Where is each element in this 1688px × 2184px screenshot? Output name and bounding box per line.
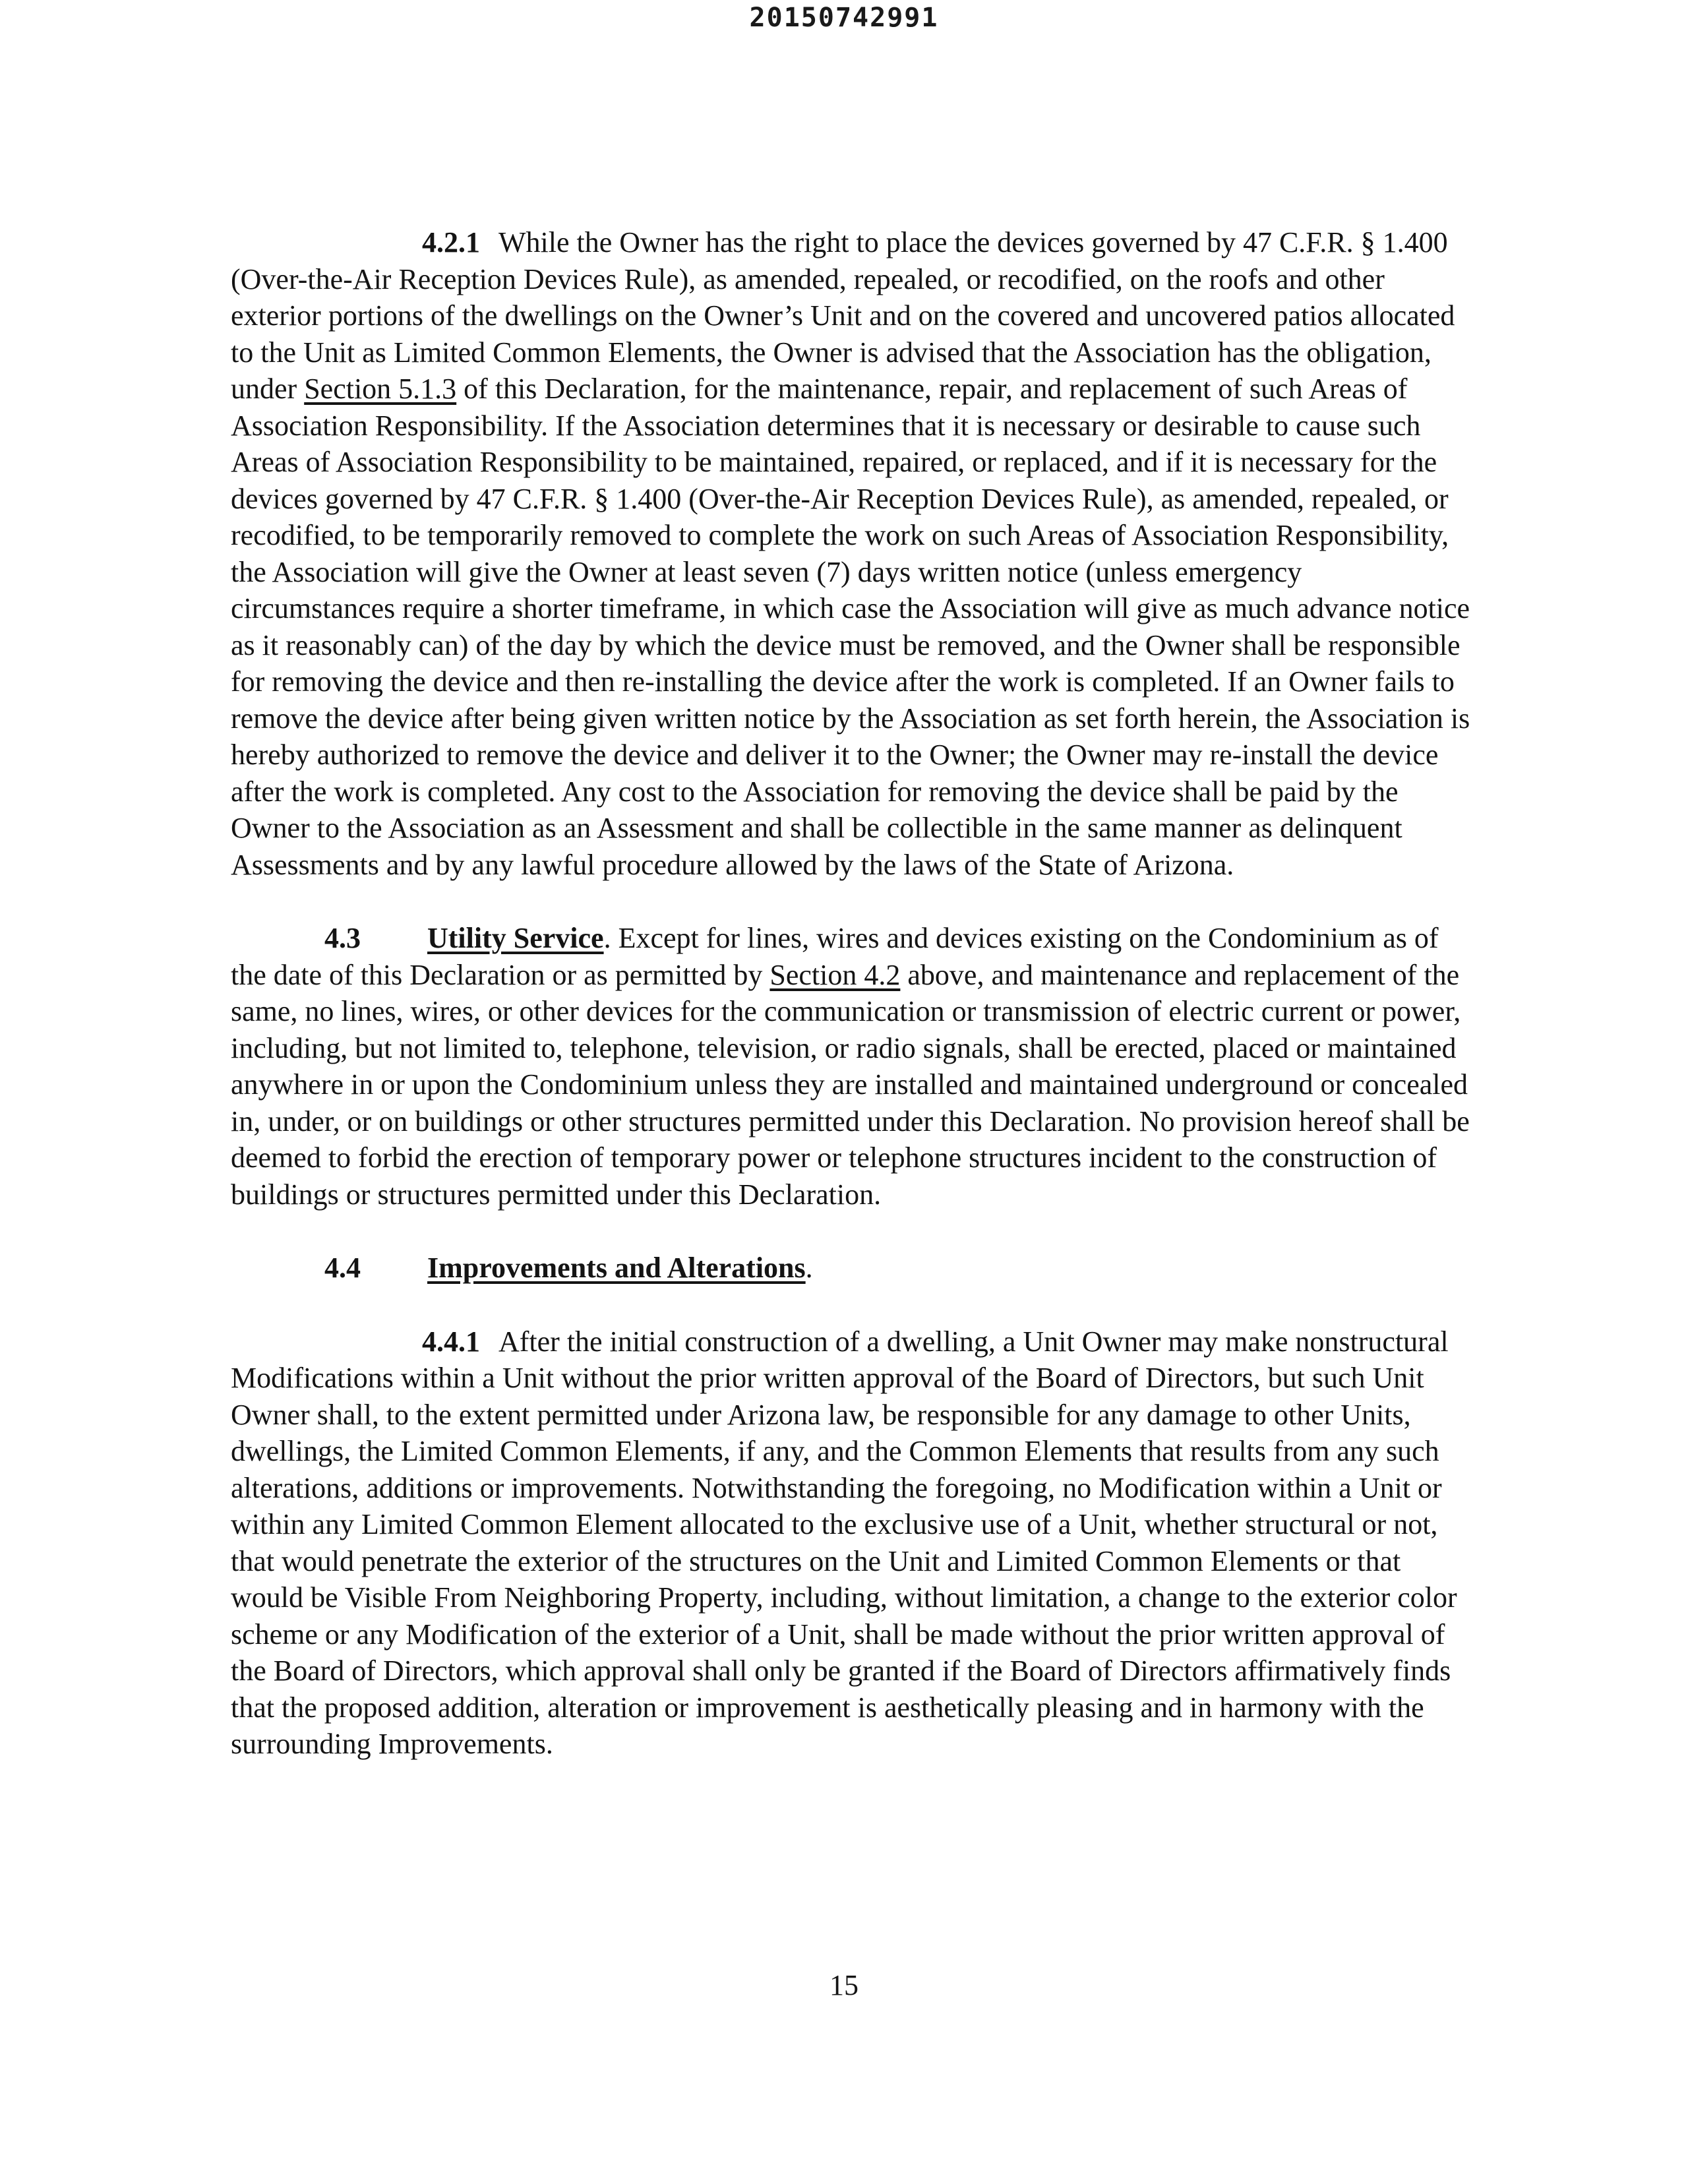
section-text: . Except for lines, wires and devices existing on the Condominium as of the date of this Declaration or as permitted by [231, 922, 1439, 991]
section-4-3 [231, 920, 1470, 1213]
section-title: Utility Service [427, 922, 604, 954]
page-body [231, 224, 1470, 1763]
section-number: 4.4.1 [422, 1325, 480, 1358]
section-title-suffix: . [805, 1252, 813, 1284]
section-4-4-heading [231, 1250, 1470, 1287]
section-text: of this Declaration, for the maintenance, repair, and replacement of such Areas of Association Responsibility. If the Association determines that it is necessary or desirable to cause such Areas of Association Responsibility to be maintained, repaired, or replaced, and if it is necessary for the devices governed by 47 C.F.R. § 1.400 (Over-the-Air Reception Devices Rule), as amended, repealed, or recodified, to be temporarily removed to complete the work on such Areas of Association Responsibility, the Association will give the Owner at least seven (7) days written notice (unless emergency circumstances require a shorter timeframe, in which case the Association will give as much advance notice as it reasonably can) of the day by which the device must be removed, and the Owner shall be responsible for removing the device and then re-installing the device after the work is completed. If an Owner fails to remove the device after being given written notice by the Association as set forth herein, the Association is hereby authorized to remove the device and deliver it to the Owner; the Owner may re-install the device after the work is completed. Any cost to the Association for removing the device shall be paid by the Owner to the Association as an Assessment and shall be collectible in the same manner as delinquent Assessments and by any lawful procedure allowed by the laws of the State of Arizona. [231, 373, 1470, 881]
section-reference-link[interactable]: Section 4.2 [769, 958, 901, 991]
section-text: While the Owner has the right to place the devices governed by 47 C.F.R. § 1.400 (Over-the-Air Reception Devices Rule), as amended, repealed, or recodified, on the roofs and other exterior portions of the dwellings on the Owner’s Unit and on the covered and uncovered patios allocated to the Unit as Limited Common Elements, the Owner is advised that the Association has the obligation, under [231, 226, 1455, 405]
section-number: 4.4 [324, 1252, 361, 1284]
section-4-2-1 [231, 224, 1470, 883]
section-title: Improvements and Alterations [427, 1252, 806, 1284]
document-number: 20150742991 [749, 3, 939, 33]
page-number: 15 [829, 1969, 859, 2001]
section-reference-link[interactable]: Section 5.1.3 [304, 373, 457, 405]
section-text: After the initial construction of a dwelling, a Unit Owner may make nonstructural Modifications within a Unit without the prior written approval of the Board of Directors, but such Unit Owner shall, to the extent permitted under Arizona law, be responsible for any damage to other Units, dwellings, the Limited Common Elements, if any, and the Common Elements that results from any such alterations, additions or improvements. Notwithstanding the foregoing, no Modification within a Unit or within any Limited Common Element allocated to the exclusive use of a Unit, whether structural or not, that would penetrate the exterior of the structures on the Unit and Limited Common Elements or that would be Visible From Neighboring Property, including, without limitation, a change to the exterior color scheme or any Modification of the exterior of a Unit, shall be made without the prior written approval of the Board of Directors, which approval shall only be granted if the Board of Directors affirmatively finds that the proposed addition, alteration or improvement is aesthetically pleasing and in harmony with the surrounding Improvements. [231, 1325, 1457, 1760]
section-text: above, and maintenance and replacement of the same, no lines, wires, or other devices for the communication or transmission of electric current or power, including, but not limited to, telephone, television, or radio signals, shall be erected, placed or maintained anywhere in or upon the Condominium unless they are installed and maintained underground or concealed in, under, or on buildings or other structures permitted under this Declaration. No provision hereof shall be deemed to forbid the erection of temporary power or telephone structures incident to the construction of buildings or structures permitted under this Declaration. [231, 958, 1470, 1211]
section-number: 4.2.1 [422, 226, 480, 258]
section-number: 4.3 [324, 922, 361, 954]
section-4-4-1 [231, 1323, 1470, 1763]
